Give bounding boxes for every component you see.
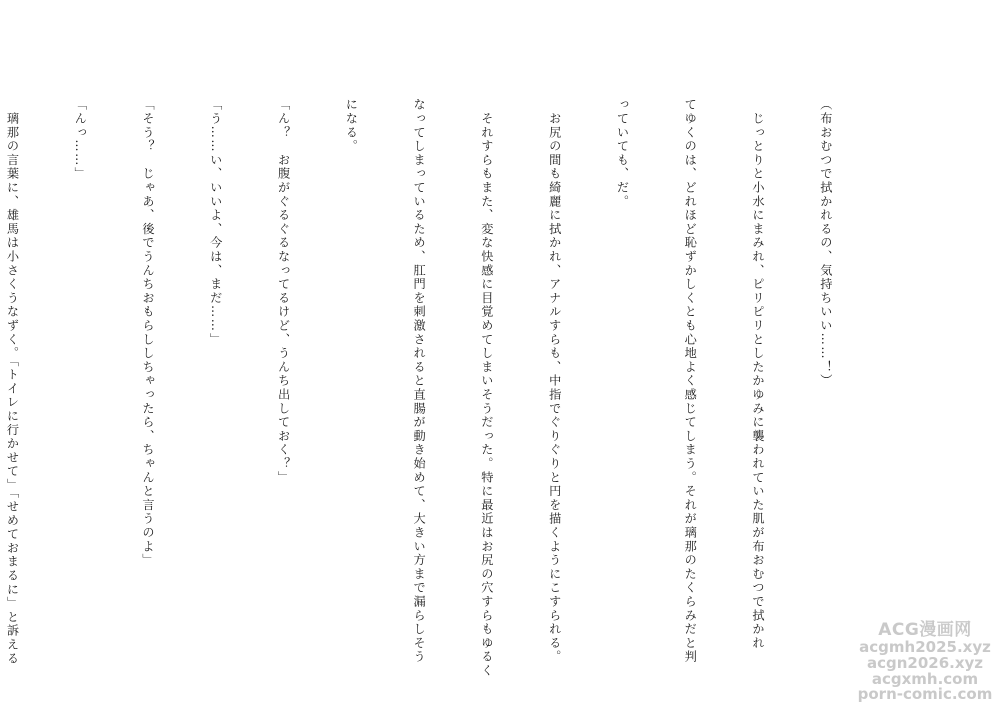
text-line: 「そう？ じゃあ、後でうんちおもらししちゃったら、ちゃんと言うのよ」 xyxy=(141,98,155,568)
text-line: 璃那の言葉に、雄馬は小さくうなずく。「トイレに行かせて」「せめておまるに」と訴える xyxy=(5,98,20,666)
watermark-url: acgxmh.com xyxy=(871,669,979,688)
watermark-url: acgmh2025.xyz xyxy=(859,638,991,656)
text-line: てゆくのは、どれほど恥ずかしくとも心地よく感じてしまう。それが璃那のたくらみだと判 xyxy=(683,98,698,664)
watermark-url: acgn2026.xyz xyxy=(866,653,984,672)
watermark-title: ACG漫画网 xyxy=(878,620,972,641)
text-line: それすらもまた、変な快感に目覚めてしまいそうだった。特に最近はお尻の穴すらもゆるく xyxy=(479,98,494,678)
text-line: 「う……い、いいよ、今は、まだ……」 xyxy=(208,98,223,347)
text-line: （布おむつで拭かれるの、気持ちいい……！） xyxy=(818,98,833,388)
text-line: っていても、だ。 xyxy=(615,98,630,209)
text-line: 「ん？ お腹がぐるぐるなってるけど、うんち出しておく？」 xyxy=(276,98,291,485)
watermark-url: porn-comic.com xyxy=(857,685,993,704)
text-line: なってしまっているため、肛門を刺激されると直腸が動き始めて、大きい方まで漏らしそう xyxy=(412,98,427,664)
text-line: になる。 xyxy=(344,98,359,154)
vertical-text-block xyxy=(0,98,882,678)
text-line: お尻の間も綺麗に拭かれ、アナルすらも、中指でぐりぐりと円を描くようにこすられる。 xyxy=(547,98,562,664)
text-line: じっとりと小水にまみれ、ピリピリとしたかゆみに襲われていた肌が布おむつで拭かれ xyxy=(751,98,766,650)
text-line: 「んっ……」 xyxy=(73,98,88,181)
site-watermark xyxy=(856,622,994,703)
